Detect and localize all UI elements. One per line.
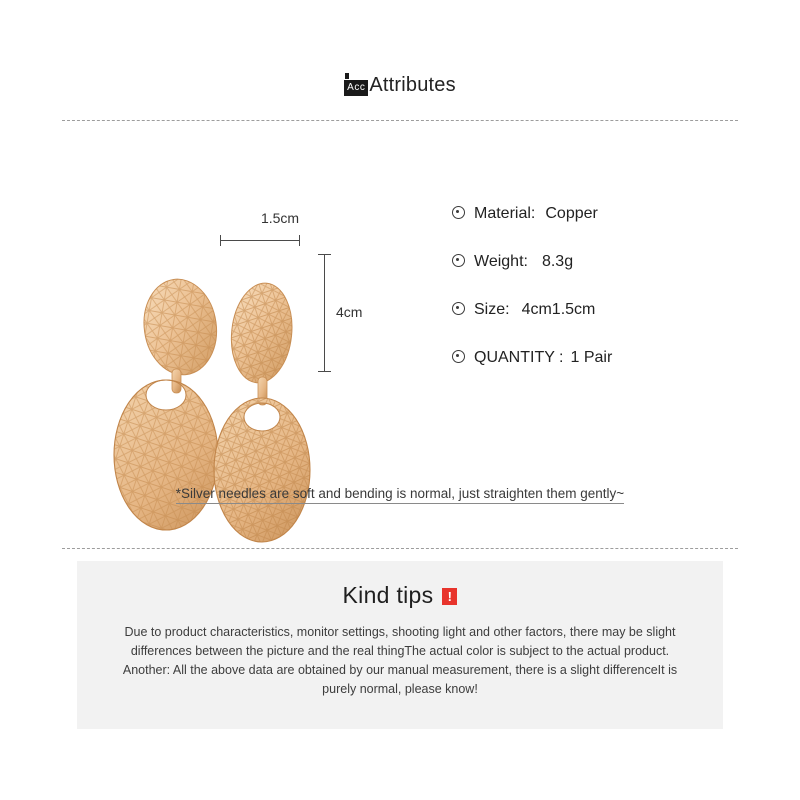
attribute-label: Weight: <box>474 253 528 270</box>
kind-tips-panel <box>77 561 723 729</box>
bullet-icon <box>452 254 465 267</box>
divider-top <box>62 120 738 121</box>
page-header <box>0 74 800 97</box>
product-measurement-area <box>60 150 440 490</box>
bullet-icon <box>452 350 465 363</box>
attribute-label: Material: <box>474 205 536 222</box>
width-measure-bar <box>220 235 300 245</box>
width-measure-line <box>220 240 300 241</box>
bullet-icon <box>452 302 465 315</box>
attributes-list <box>452 205 782 397</box>
attribute-value: 8.3g <box>541 253 574 270</box>
attribute-row-material <box>452 205 782 223</box>
bullet-icon <box>452 206 465 219</box>
attribute-value: Copper <box>545 205 598 222</box>
attribute-row-size <box>452 301 782 319</box>
divider-bottom <box>62 548 738 549</box>
attribute-row-weight <box>452 253 782 271</box>
width-measure-label: 1.5cm <box>260 210 300 226</box>
exclamation-icon: ! <box>442 588 457 605</box>
attribute-label: Size: <box>474 301 510 318</box>
page-title: Attributes <box>369 74 456 96</box>
attribute-value: 4cm1.5cm <box>521 301 596 318</box>
attribute-value: 1 Pair <box>570 349 613 366</box>
needle-note <box>0 486 800 501</box>
height-measure-label: 4cm <box>336 304 363 320</box>
acc-badge: Acc <box>344 80 368 96</box>
needle-note-text: *Silver needles are soft and bending is normal, just straighten them gently~ <box>176 486 624 504</box>
attribute-label: QUANTITY : <box>474 349 564 366</box>
attribute-row-quantity <box>452 349 782 367</box>
kind-tips-body: Due to product characteristics, monitor settings, shooting light and other factors, there may be slight differences between the picture and the real thingThe actual color is subject to the actual product. Another: All the above data are obtained by our manual measurement, there is a slight differenceIt is purely normal, please know! <box>122 625 678 696</box>
kind-tips-title: Kind tips <box>342 582 434 608</box>
kind-tips-header <box>77 582 723 609</box>
